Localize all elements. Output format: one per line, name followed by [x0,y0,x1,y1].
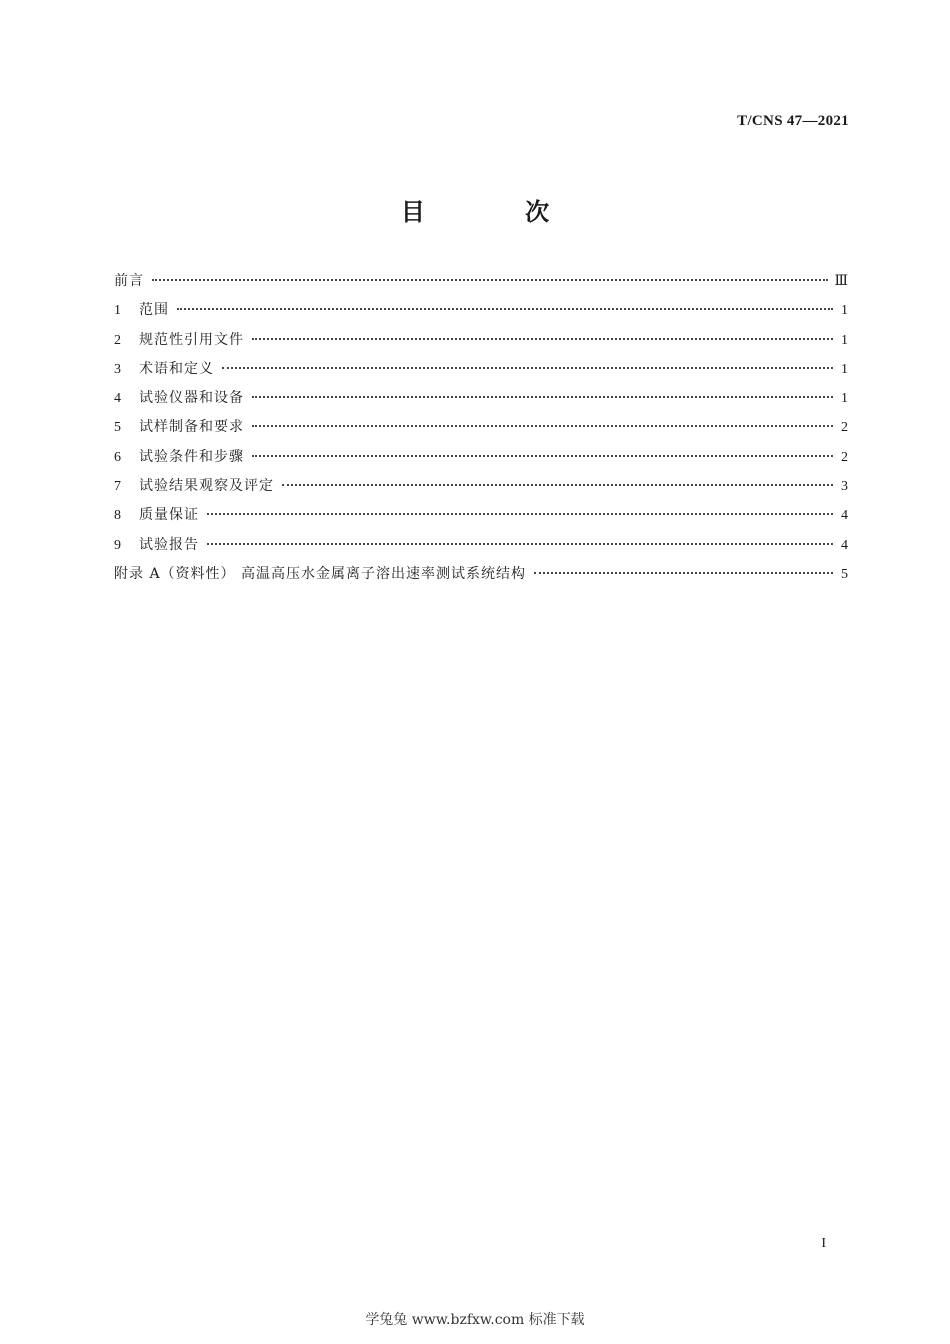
toc-entry-9[interactable] [114,534,849,563]
toc-entry-appendix-a[interactable] [114,563,849,592]
toc-entry-page: 1 [841,391,849,407]
toc-entry-text: 试验结果观察及评定 [139,478,274,495]
page-title: 目 次 [400,198,596,226]
toc-entry-text: 规范性引用文件 [139,331,244,348]
toc-entry-number: 6 [114,449,122,465]
toc-entry-4[interactable] [114,387,849,416]
toc-entry-number: 5 [114,420,122,436]
toc-entry-page: 5 [841,566,849,582]
toc-entry-text: 质量保证 [139,507,199,524]
page-number: I [821,1236,826,1251]
dot-leader [152,278,828,281]
toc-entry-number: 4 [114,391,122,407]
toc-entry-number: 8 [114,508,122,524]
table-of-contents [114,270,849,592]
toc-entry-8[interactable] [114,504,849,533]
toc-entry-page: 4 [841,537,849,553]
dot-leader [252,424,833,427]
toc-entry-6[interactable] [114,446,849,475]
toc-entry-preface[interactable] [114,270,849,299]
dot-leader [252,337,833,340]
toc-entry-2[interactable] [114,329,849,358]
toc-entry-5[interactable] [114,416,849,445]
dot-leader [177,307,833,310]
toc-entry-page: 1 [841,332,849,348]
dot-leader [534,571,833,574]
toc-entry-page: 1 [841,303,849,319]
watermark-text: 学兔兔 www.bzfxw.com 标准下载 [365,1312,585,1328]
toc-entry-text: 试验仪器和设备 [139,390,244,407]
toc-entry-text: 试样制备和要求 [139,419,244,436]
toc-entry-text: 范围 [139,302,169,319]
toc-entry-7[interactable] [114,475,849,504]
toc-entry-text: 前言 [114,273,144,289]
toc-entry-page: Ⅲ [834,274,849,289]
toc-entry-text: 附录 A（资料性） 高温高压水金属离子溶出速率测试系统结构 [114,565,527,582]
dot-leader [252,454,833,457]
toc-entry-number: 1 [114,303,122,319]
toc-entry-number: 9 [114,537,122,553]
toc-entry-number: 2 [114,332,122,348]
toc-entry-number: 3 [114,361,122,377]
toc-entry-number: 7 [114,479,122,495]
standard-code: T/CNS 47—2021 [737,113,849,129]
toc-entry-page: 3 [841,479,849,495]
toc-entry-page: 2 [841,420,849,436]
toc-entry-text: 术语和定义 [139,360,214,377]
dot-leader [252,395,833,398]
dot-leader [222,366,833,369]
toc-entry-page: 4 [841,508,849,524]
toc-entry-page: 1 [841,361,849,377]
toc-entry-3[interactable] [114,358,849,387]
dot-leader [207,512,833,515]
toc-entry-page: 2 [841,449,849,465]
toc-entry-1[interactable] [114,299,849,328]
dot-leader [207,542,833,545]
toc-entry-text: 试验条件和步骤 [139,448,244,465]
dot-leader [282,483,833,486]
toc-entry-text: 试验报告 [139,536,199,553]
